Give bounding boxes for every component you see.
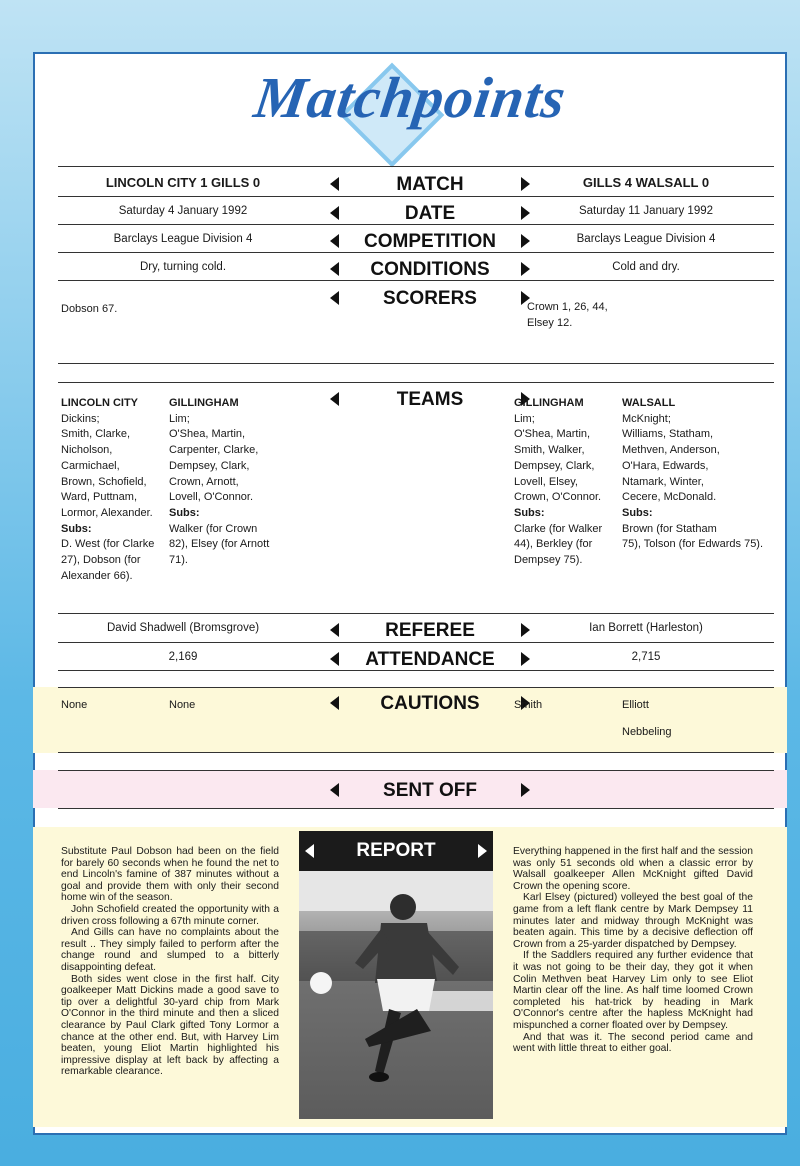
cautions-lincoln: None [61, 699, 88, 711]
left-arrow-icon [330, 291, 339, 305]
date-label: DATE [404, 203, 456, 224]
scorers-label: SCORERS [383, 288, 477, 309]
team-line: Nicholson, [61, 444, 113, 457]
title-block [33, 62, 787, 148]
subs-label: Subs: [169, 506, 200, 519]
referee-right: Ian Borrett (Harleston) [589, 622, 703, 634]
subs-label: Subs: [61, 522, 92, 535]
team-line: O'Shea, Martin, [169, 428, 246, 441]
sent-off-label-block [330, 779, 530, 802]
left-arrow-icon [330, 206, 339, 220]
team-line: Crown, Arnott, [169, 475, 239, 488]
match-label: MATCH [396, 174, 464, 195]
conditions-left: Dry, turning cold. [139, 261, 227, 273]
divider [58, 166, 774, 167]
match-left: LINCOLN CITY 1 GILLS 0 [105, 175, 261, 190]
team-name: GILLINGHAM [514, 397, 584, 409]
subs-line: Walker (for Crown [169, 522, 258, 535]
cautions-label-block [330, 692, 530, 715]
team-line: Dempsey, Clark, [169, 459, 250, 472]
report-header [299, 831, 493, 871]
report-paragraph: If the Saddlers required any further evidence that it was not going to be their day, they got it when Colin Methven beat Harvey Lim only to see Eliot Martin clear off the line. As half time loomed Crown completed his hat-trick by heading in Mark O'Connor's centre after the hapless McKnight had mispunched a corner floated over by Dempsey. [513, 950, 753, 1031]
team-line: O'Hara, Edwards, [622, 459, 709, 472]
divider [58, 613, 774, 614]
referee-label: REFEREE [385, 620, 475, 641]
team-walsall [622, 396, 784, 553]
subs-line: D. West (for Clarke [61, 538, 155, 551]
team-line: Lormor, Alexander. [61, 506, 153, 519]
team-line: Smith, Walker, [514, 444, 585, 457]
left-arrow-icon [330, 392, 339, 406]
date-right: Saturday 11 January 1992 [578, 205, 714, 217]
divider [58, 670, 774, 671]
matchpoints-sheet [33, 52, 787, 1135]
divider [58, 808, 774, 809]
team-line: Ntamark, Winter, [622, 475, 704, 488]
teams-label-block [330, 388, 530, 411]
team-line: O'Shea, Martin, [514, 428, 591, 441]
team-line: Williams, Statham, [622, 428, 714, 441]
cautions-walsall-1: Elliott [622, 699, 649, 711]
report-paragraph: John Schofield created the opportunity with a driven cross following a 67th minute corner. [61, 903, 279, 927]
team-gillingham-away [169, 396, 289, 569]
scorers-right-1: Crown 1, 26, 44, [527, 301, 608, 313]
sent-off-label: SENT OFF [383, 780, 477, 801]
team-gillingham-home [514, 396, 619, 569]
left-arrow-icon [330, 177, 339, 191]
left-arrow-icon [305, 844, 314, 858]
report-paragraph: Substitute Paul Dobson had been on the field for barely 60 seconds when he found the net to end Lincoln's famine of 387 minutes without a goal and provide them with only their second home win of the season. [61, 846, 279, 904]
divider [58, 687, 774, 688]
team-name: GILLINGHAM [169, 397, 239, 409]
team-line: Lovell, Elsey, [514, 475, 578, 488]
match-label-block [330, 173, 530, 196]
subs-line: 82), Elsey (for Arnott [169, 538, 270, 551]
subs-line: 27), Dobson (for [61, 554, 141, 567]
team-line: Ward, Puttnam, [61, 491, 138, 504]
competition-left: Barclays League Division 4 [113, 233, 253, 245]
subs-label: Subs: [514, 506, 545, 519]
scorers-label-block [330, 287, 530, 310]
right-arrow-icon [521, 783, 530, 797]
subs-line: 75), Tolson (for Edwards 75). [622, 538, 764, 551]
attendance-right: 2,715 [631, 651, 661, 663]
date-label-block [330, 202, 530, 225]
report-left-column [61, 846, 279, 1078]
cautions-walsall-2: Nebbeling [622, 726, 672, 738]
cautions-gillingham-1: None [169, 699, 196, 711]
team-name: WALSALL [622, 397, 676, 409]
team-lincoln-city [61, 396, 166, 584]
referee-label-block [330, 619, 530, 642]
divider [58, 382, 774, 383]
team-line: Carpenter, Clarke, [169, 444, 259, 457]
left-arrow-icon [330, 623, 339, 637]
scorers-left: Dobson 67. [61, 303, 118, 315]
attendance-label-block [330, 648, 530, 671]
report-paragraph: And that was it. The second period came and went with little threat to either goal. [513, 1031, 753, 1055]
subs-line: Alexander 66). [61, 569, 133, 582]
teams-label: TEAMS [396, 389, 464, 410]
conditions-label-block [330, 258, 530, 281]
page-title: Matchpoints [250, 65, 570, 130]
left-arrow-icon [330, 652, 339, 666]
subs-line: 44), Berkley (for [514, 538, 593, 551]
team-line: Cecere, McDonald. [622, 491, 717, 504]
team-name: LINCOLN CITY [61, 397, 138, 409]
report-right-column [513, 846, 753, 1055]
divider [58, 224, 774, 225]
divider [58, 196, 774, 197]
report-label: REPORT [356, 840, 436, 861]
team-line: Lim; [169, 412, 190, 425]
report-paragraph: Both sides went close in the first half. City goalkeeper Matt Dickins made a good save to tip over a delightful 30-yard chip from Mark O'Connor in the third minute and then a sliced clearance by Paul Clark gifted Tony Lormor a chance at the other end. But, with Harvey Lim beaten, young Eliot Martin highlighted his impressive display at left back by affecting a remarkable clearance. [61, 973, 279, 1078]
team-line: McKnight; [622, 412, 671, 425]
left-arrow-icon [330, 262, 339, 276]
divider [58, 252, 774, 253]
conditions-label: CONDITIONS [370, 259, 490, 280]
subs-line: Clarke (for Walker [514, 522, 603, 535]
competition-label: COMPETITION [364, 231, 496, 252]
subs-line: 71). [169, 554, 188, 567]
subs-label: Subs: [622, 506, 653, 519]
conditions-right: Cold and dry. [612, 261, 680, 273]
cautions-gillingham-2: Smith [514, 699, 543, 711]
team-line: Carmichael, [61, 459, 120, 472]
team-line: Lovell, O'Connor. [169, 491, 254, 504]
competition-label-block [330, 230, 530, 253]
team-line: Dickins; [61, 412, 100, 425]
divider [58, 770, 774, 771]
date-left: Saturday 4 January 1992 [118, 205, 248, 217]
divider [58, 752, 774, 753]
report-photo [299, 871, 493, 1119]
divider [58, 280, 774, 281]
match-right: GILLS 4 WALSALL 0 [582, 175, 710, 190]
scorers-right-2: Elsey 12. [527, 317, 573, 329]
report-paragraph: Karl Elsey (pictured) volleyed the best goal of the game from a left flank centre by Mark Dempsey 11 minutes later and midway through McKnight was beaten again. This time by a decisive deflection off Crown from a 25-yarder dispatched by Dempsey. [513, 892, 753, 950]
footballer-photo-image [299, 871, 493, 1119]
divider [58, 363, 774, 364]
divider [58, 642, 774, 643]
left-arrow-icon [330, 696, 339, 710]
team-line: Lim; [514, 412, 535, 425]
team-line: Crown, O'Connor. [514, 491, 602, 504]
right-arrow-icon [478, 844, 487, 858]
team-line: Methven, Anderson, [622, 444, 720, 457]
competition-right: Barclays League Division 4 [576, 233, 716, 245]
left-arrow-icon [330, 234, 339, 248]
team-line: Dempsey, Clark, [514, 459, 595, 472]
cautions-label: CAUTIONS [380, 693, 480, 714]
attendance-label: ATTENDANCE [365, 649, 495, 670]
left-arrow-icon [330, 783, 339, 797]
report-paragraph: Everything happened in the first half and the session was only 51 seconds old when a classic error by Walsall goalkeeper Allen McKnight gifted David Crown the opening score. [513, 846, 753, 892]
report-paragraph: And Gills can have no complaints about the result .. They simply failed to perform after the change round and slumped to a bitterly disappointing defeat. [61, 927, 279, 973]
team-line: Brown, Schofield, [61, 475, 147, 488]
subs-line: Dempsey 75). [514, 554, 583, 567]
team-line: Smith, Clarke, [61, 428, 131, 441]
attendance-left: 2,169 [168, 651, 198, 663]
subs-line: Brown (for Statham [622, 522, 717, 535]
referee-left: David Shadwell (Bromsgrove) [106, 622, 260, 634]
